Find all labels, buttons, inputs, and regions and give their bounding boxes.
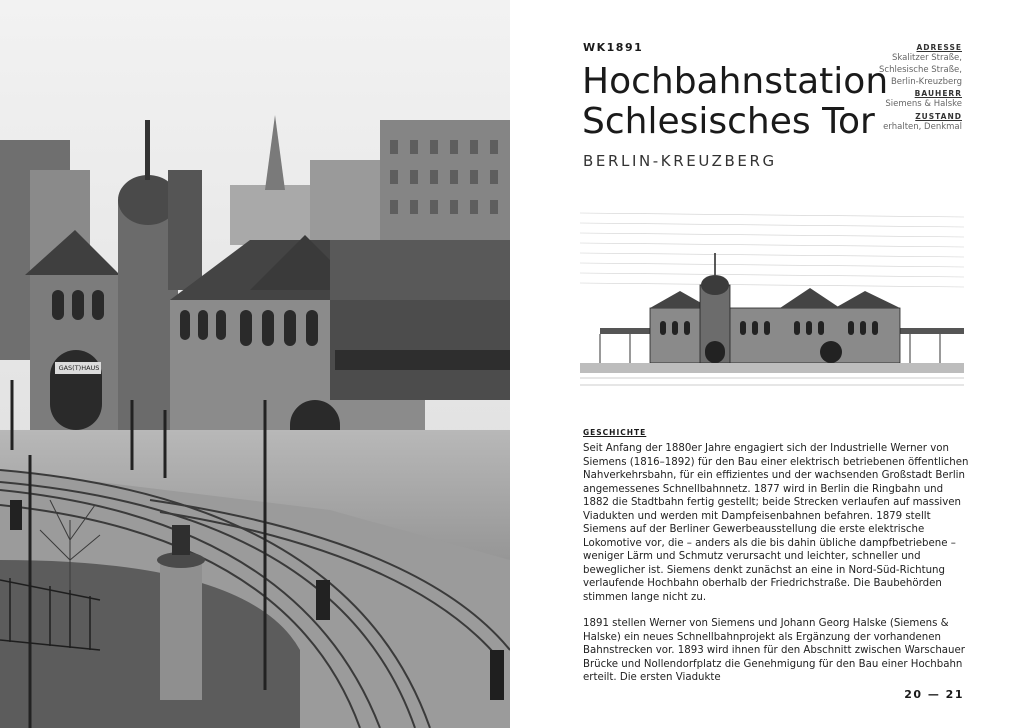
- entry-code: WK1891: [583, 41, 644, 54]
- title-line-1: Hochbahnstation: [582, 61, 889, 102]
- address-label: ADRESSE: [916, 43, 962, 52]
- state-label: ZUSTAND: [915, 112, 962, 122]
- history-paragraph: Seit Anfang der 1880er Jahre engagiert sich der Industrielle Werner von Siemens (1816–1892) für den Bau einer elektrisch betriebenen öffentlichen Nahverkehrsbahn, für ein effizientes und der wachsenden Großstadt Berlin angemessenes Schnellbahnnetz. 1877 wird in Berlin die Ringbahn und 1882 die Stadtbahn fertig gestellt; beide Strecken verlaufen auf massiven Viadukten und werden mit Dampfeisenbahnen befahren. 1879 stellt Siemens auf der Berliner Gewerbeausstellung die erste elektrische Lokomotive vor, die – anders als die bis dahin übliche dampfbetriebene – weniger Lärm und Schmutz verursacht und leichter, schneller und beweglicher ist. Siemens denkt zunächst an eine in Nord-Süd-Richtung verlaufende Hochbahn oberhalb der Friedrichstraße. Die Baubehörden stimmen lange nicht zu.: [583, 443, 969, 603]
- page-numbers: 20 — 21: [904, 688, 964, 701]
- history-paragraph: 1891 stellen Werner von Siemens und Johann Georg Halske (Siemens & Halske) ein neues Schnellbahnprojekt als Ergänzung der vorhandenen Bahnstrecken vor. 1893 wird ihnen für den Abschnitt zwischen Warschauer Brücke und Nollendorfplatz die Genehmigung für den Bau einer Hochbahn erteilt. Die ersten Viadukte: [583, 618, 965, 683]
- address-line: Schlesische Straße,: [879, 64, 962, 75]
- station-engraving-illustration: [580, 203, 964, 395]
- address-line: Skalitzer Straße,: [891, 53, 962, 63]
- page-title: [582, 61, 889, 142]
- address-value: [842, 53, 962, 88]
- history-body: [583, 442, 969, 698]
- state-value: erhalten, Denkmal: [883, 122, 962, 133]
- address-line: Berlin-Kreuzberg: [890, 76, 962, 87]
- location-subtitle: BERLIN-KREUZBERG: [583, 152, 777, 170]
- engraving-drawing: [580, 203, 964, 395]
- metadata-sidebar: [842, 42, 962, 134]
- history-heading: GESCHICHTE: [583, 428, 647, 437]
- text-page: [510, 0, 1020, 728]
- builder-label: BAUHERR: [914, 89, 962, 99]
- photo-sign-text: GAS(T)HAUS: [58, 364, 100, 372]
- title-line-2: Schlesisches Tor: [582, 101, 875, 142]
- builder-value: Siemens & Halske: [885, 99, 962, 110]
